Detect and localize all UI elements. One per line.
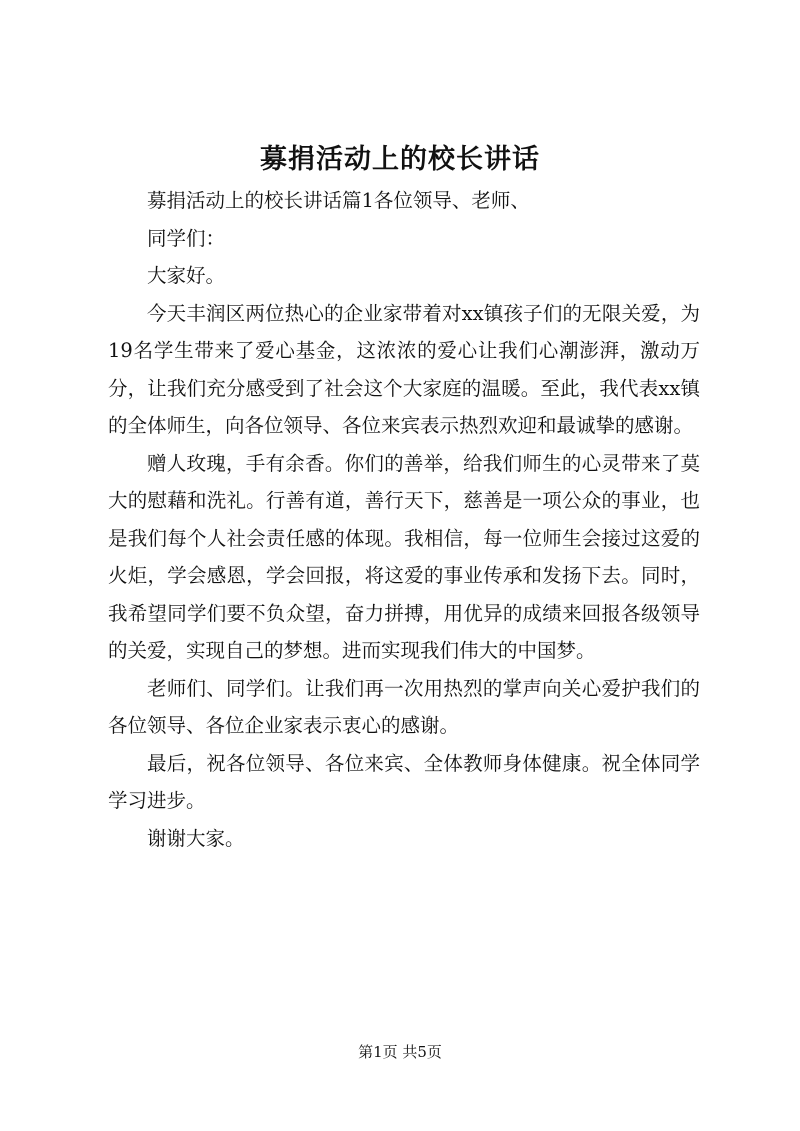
paragraph-applause: 老师们、同学们。让我们再一次用热烈的掌声向关心爱护我们的各位领导、各位企业家表示衷心的感谢。 [108, 676, 700, 737]
document-title: 募捐活动上的校长讲话 [260, 144, 540, 175]
page-footer: 第1页 共5页 [358, 1043, 442, 1061]
paragraph-greeting: 大家好。 [147, 264, 226, 287]
paragraph-closing: 谢谢大家。 [147, 826, 245, 850]
paragraph-thanks: 今天丰润区两位热心的企业家带着对xx镇孩子们的无限关爱，为19名学生带来了爱心基金，这浓浓的爱心让我们心潮澎湃，激动万分，让我们充分感受到了社会这个大家庭的温暖。至此，我代表xx镇的全体师生，向各位领导、各位来宾表示热烈欢迎和最诚挚的感谢。 [108, 301, 700, 437]
paragraph-address: 同学们： [147, 226, 226, 250]
paragraph-charity: 赠人玫瑰，手有余香。你们的善举，给我们师生的心灵带来了莫大的慰藉和洗礼。行善有道，善行天下，慈善是一项公众的事业，也是我们每个人社会责任感的体现。我相信，每一位师生会接过这爱的火炬，学会感恩，学会回报，将这爱的事业传承和发扬下去。同时，我希望同学们要不负众望，奋力拼搏，用优异的成绩来回报各级领导的关爱，实现自己的梦想。进而实现我们伟大的中国梦。 [108, 451, 700, 662]
paragraph-wishes: 最后，祝各位领导、各位来宾、全体教师身体健康。祝全体同学学习进步。 [108, 751, 700, 812]
document-body [108, 182, 700, 857]
paragraph-intro: 募捐活动上的校长讲话篇1各位领导、老师、 [147, 189, 530, 212]
